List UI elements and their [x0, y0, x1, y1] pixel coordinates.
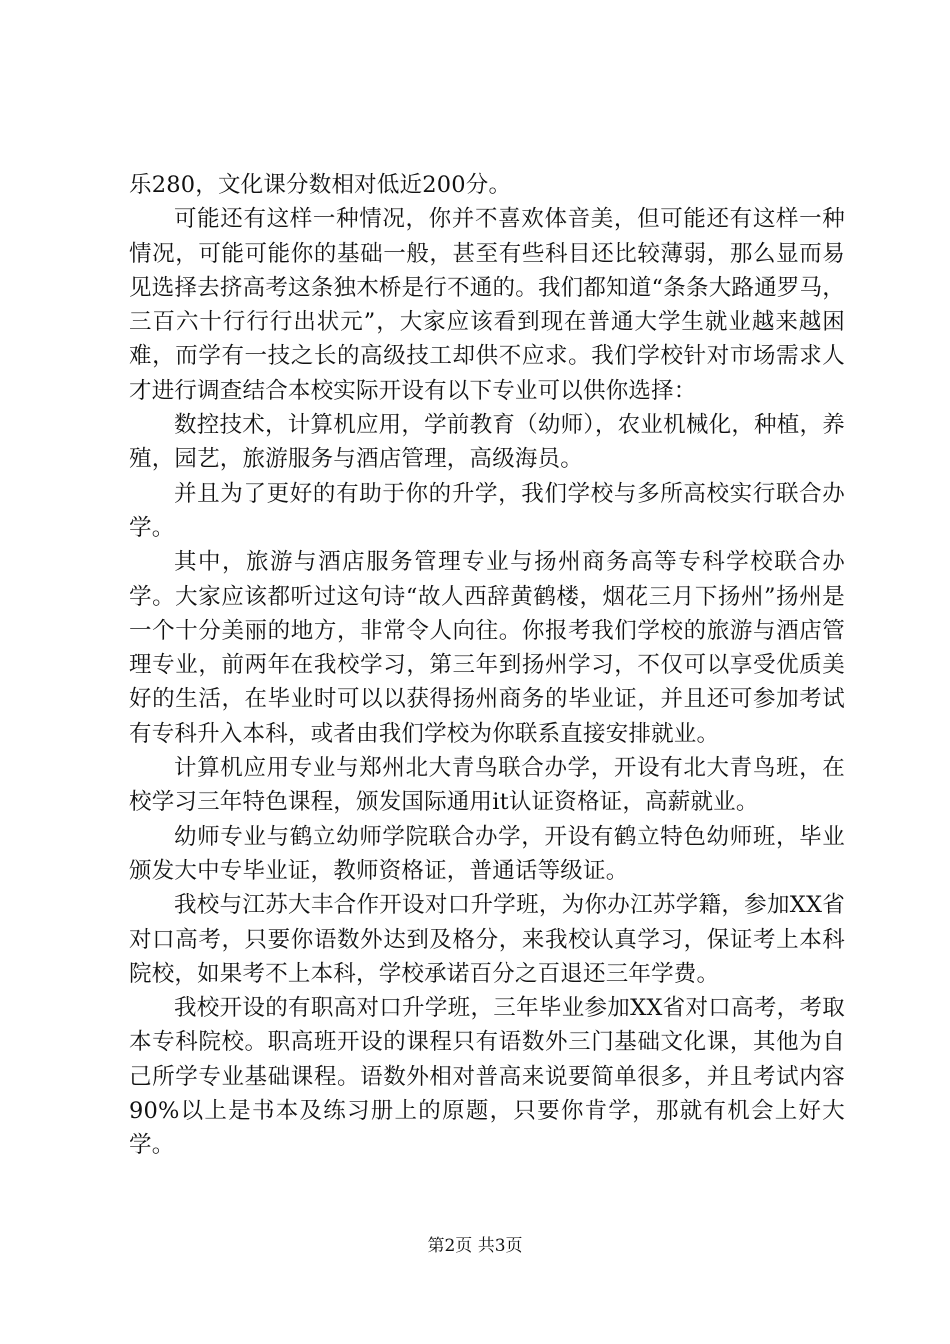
- paragraph: 我校与江苏大丰合作开设对口升学班，为你办江苏学籍，参加XX省对口高考，只要你语数外达到及格分，来我校认真学习，保证考上本科院校，如果考不上本科，学校承诺百分之百退还三年学费。: [129, 892, 845, 987]
- paragraph: 幼师专业与鹤立幼师学院联合办学，开设有鹤立特色幼师班，毕业颁发大中专毕业证，教师资格证，普通话等级证。: [129, 823, 845, 884]
- paragraph: 数控技术，计算机应用，学前教育（幼师），农业机械化，种植，养殖，园艺，旅游服务与酒店管理，高级海员。: [129, 412, 845, 473]
- paragraph: 乐280，文化课分数相对低近200分。: [129, 172, 512, 198]
- paragraph: 其中，旅游与酒店服务管理专业与扬州商务高等专科学校联合办学。大家应该都听过这句诗“故人西辞黄鹤楼，烟花三月下扬州”扬州是一个十分美丽的地方，非常令人向往。你报考我们学校的旅游与酒店管理专业，前两年在我校学习，第三年到扬州学习，不仅可以享受优质美好的生活，在毕业时可以以获得扬州商务的毕业证，并且还可参加考试有专科升入本科，或者由我们学校为你联系直接安排就业。: [129, 549, 845, 747]
- page-number-footer: 第2页 共3页: [427, 1236, 523, 1256]
- paragraph: 可能还有这样一种情况，你并不喜欢体音美，但可能还有这样一种情况，可能可能你的基础一般，甚至有些科目还比较薄弱，那么显而易见选择去挤高考这条独木桥是行不通的。我们都知道“条条大路通罗马，三百六十行行行出状元”，大家应该看到现在普通大学生就业越来越困难，而学有一技之长的高级技工却供不应求。我们学校针对市场需求人才进行调查结合本校实际开设有以下专业可以供你选择：: [129, 206, 845, 404]
- paragraph: 计算机应用专业与郑州北大青鸟联合办学，开设有北大青鸟班，在校学习三年特色课程，颁发国际通用it认证资格证，高薪就业。: [129, 755, 845, 816]
- paragraph: 并且为了更好的有助于你的升学，我们学校与多所高校实行联合办学。: [129, 480, 845, 541]
- document-body: [129, 168, 845, 1163]
- paragraph: 我校开设的有职高对口升学班，三年毕业参加XX省对口高考，考取本专科院校。职高班开设的课程只有语数外三门基础文化课，其他为自己所学专业基础课程。语数外相对普高来说要简单很多，并且考试内容90%以上是书本及练习册上的原题，只要你肯学，那就有机会上好大学。: [129, 995, 845, 1159]
